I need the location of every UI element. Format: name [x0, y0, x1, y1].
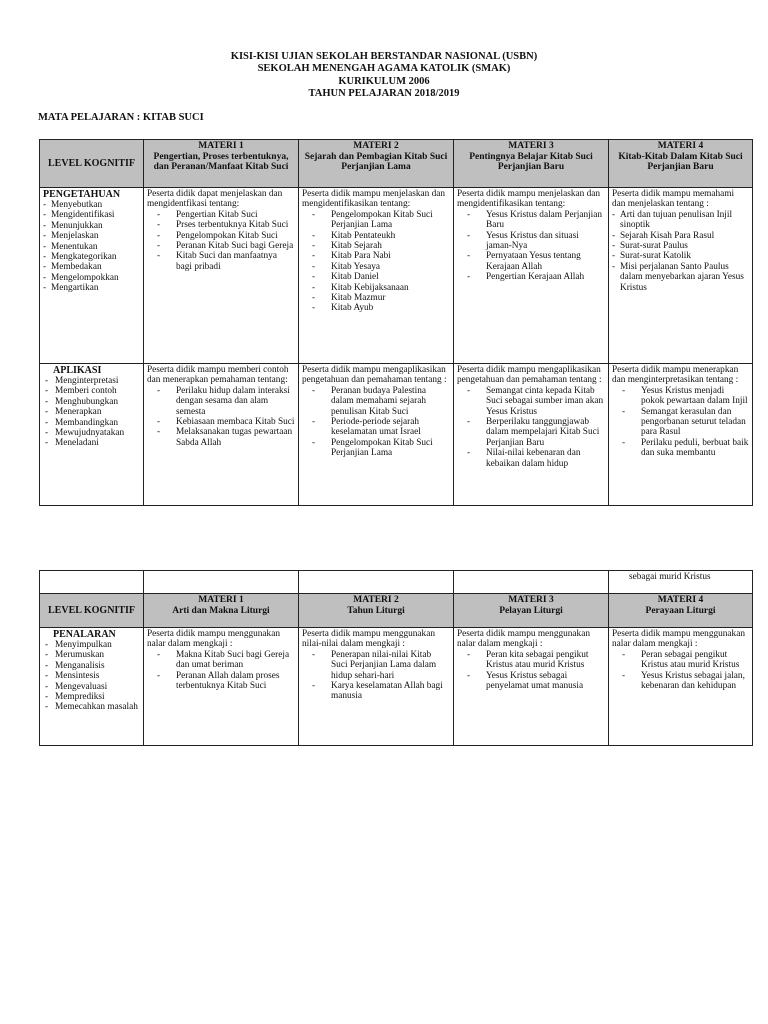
level-header-cell: LEVEL KOGNITIF	[40, 594, 144, 628]
materi-title: Pengertian, Proses terbentuknya, dan Peranan/Manfaat Kitab Suci	[153, 151, 289, 173]
cell-aplikasi-m1	[144, 364, 299, 506]
cell-intro-text: Peserta didik mampu menerapkan dan menginterpretasikan tentang :	[612, 365, 739, 386]
cell-intro-text: Peserta didik mampu menjelaskan dan mengidentifikasikan tentang:	[302, 189, 446, 210]
materi-title: Pelayan Liturgi	[499, 605, 563, 616]
cell-intro-text: Peserta didik mampu memahami dan menjelaskan tentang :	[612, 189, 735, 210]
cell-aplikasi-m3	[454, 364, 609, 506]
cell-pengetahuan-m3	[454, 188, 609, 364]
cell-intro-text: Peserta didik dapat menjelaskan dan mengidentfikasi tentang:	[147, 189, 283, 210]
list-item: - Berperilaku tanggungjawab dalam mempelajari Kitab Suci Perjanjian Baru	[465, 417, 605, 448]
list-item: - Pengertian Kerajaan Allah	[465, 272, 605, 282]
materi-title: Kitab-Kitab Dalam Kitab Suci Perjanjian Baru	[618, 151, 743, 173]
level-cell-penalaran	[40, 628, 144, 746]
list-item: - Yesus Kristus dan situasi jaman-Nya	[465, 231, 605, 252]
materi-label: MATERI 3	[508, 595, 554, 605]
materi-label: MATERI 3	[508, 141, 554, 151]
table-row-pengetahuan	[40, 188, 753, 364]
materi-4-header	[609, 140, 753, 188]
list-item: - Pengelompokan Kitab Suci Perjanjian Lama	[310, 438, 450, 459]
level-cell-pengetahuan	[40, 188, 144, 364]
list-item: - Mengartikan	[43, 283, 140, 293]
list-item: - Yesus Kristus sebagai penyelamat umat manusia	[465, 671, 605, 692]
list-item: - Makna Kitab Suci bagi Gereja dan umat beriman	[155, 650, 295, 671]
materi-title: Sejarah dan Pembagian Kitab Suci Perjanjian Lama	[304, 151, 448, 173]
materi-4-header	[609, 594, 753, 628]
cell-intro-text: Peserta didik mampu menggunakan nalar dalam mengkaji :	[147, 629, 280, 650]
list-item: - Semangat kerasulan dan pengorbanan seturut teladan para Rasul	[620, 407, 749, 438]
grid-table-2	[39, 570, 753, 746]
level-cell-aplikasi	[40, 364, 144, 506]
list-item: - Kitab Sejarah	[310, 241, 450, 251]
list-item: - Membedakan	[43, 262, 140, 272]
materi-label: MATERI 1	[198, 595, 244, 605]
materi-label: MATERI 1	[198, 141, 244, 151]
list-item: - Menentukan	[43, 242, 140, 252]
list-item: - Nilai-nilai kebenaran dan kebaikan dalam hidup	[465, 448, 605, 469]
list-item: - Mengidentifikasi	[43, 210, 140, 220]
list-item: - Misi perjalanan Santo Paulus dalam menyebarkan ajaran Yesus Kristus	[612, 262, 749, 293]
list-item: - Menunjukkan	[43, 221, 140, 231]
list-item: - Peranan Kitab Suci bagi Gereja	[155, 241, 295, 251]
list-item: - Sejarah Kisah Para Rasul	[612, 231, 749, 241]
cell-pengetahuan-m2	[299, 188, 454, 364]
document-header	[0, 51, 768, 101]
continuation-text: sebagai murid Kristus	[609, 571, 753, 594]
materi-title: Tahun Liturgi	[347, 605, 405, 616]
cell-penalaran-m1	[144, 628, 299, 746]
cell-intro-text: Peserta didik mampu menggunakan nalar dalam mengkaji :	[457, 629, 590, 650]
list-item: - Mensintesis	[43, 671, 140, 681]
materi-1-header	[144, 140, 299, 188]
list-item: - Kitab Pentateukh	[310, 231, 450, 241]
list-item: - Penerapan nilai-nilai Kitab Suci Perjanjian Lama dalam hidup sehari-hari	[310, 650, 450, 681]
cell-intro-text: Peserta didik mampu mengaplikasikan pengetahuan dan pemahaman tentang :	[457, 365, 602, 386]
list-item: - Yesus Kristus menjadi pokok pewartaan dalam Injil	[620, 386, 749, 407]
list-item: - Menganalisis	[43, 661, 140, 671]
table-header-row	[40, 594, 753, 628]
list-item: - Arti dan tujuan penulisan Injil sinoptik	[612, 210, 749, 231]
table-row-aplikasi	[40, 364, 753, 506]
level-title: PENGETAHUAN	[43, 189, 121, 200]
cell-aplikasi-m2	[299, 364, 454, 506]
continuation-row	[40, 571, 753, 594]
materi-label: MATERI 2	[353, 595, 399, 605]
list-item: - Mengevaluasi	[43, 682, 140, 692]
materi-3-header	[454, 594, 609, 628]
list-item: - Merumuskan	[43, 650, 140, 660]
cell-pengetahuan-m1	[144, 188, 299, 364]
cell-intro-text: Peserta didik mampu menggunakan nilai-nilai dalam mengkaji :	[302, 629, 435, 650]
list-item: - Kitab Mazmur	[310, 293, 450, 303]
materi-title: Arti dan Makna Liturgi	[172, 605, 270, 616]
list-item: - Prses terbentuknya Kitab Suci	[155, 220, 295, 230]
materi-label: MATERI 2	[353, 141, 399, 151]
grid-table-1	[39, 139, 753, 506]
list-item: - Peran kita sebagai pengikut Kristus atau murid Kristus	[465, 650, 605, 671]
list-item: - Perilaku peduli, berbuat baik dan suka membantu	[620, 438, 749, 459]
list-item: - Peranan Allah dalam proses terbentuknya Kitab Suci	[155, 671, 295, 692]
list-item: - Peran sebagai pengikut Kristus atau murid Kristus	[620, 650, 749, 671]
materi-2-header	[299, 594, 454, 628]
materi-label: MATERI 4	[657, 595, 704, 605]
header-line-2: SEKOLAH MENENGAH AGAMA KATOLIK (SMAK)	[257, 63, 511, 75]
list-item: - Melaksanakan tugas pewartaan Sabda Allah	[155, 427, 295, 448]
level-title: PENALARAN	[53, 629, 116, 640]
list-item: - Memecahkan masalah	[43, 702, 140, 712]
level-header-cell: LEVEL KOGNITIF	[40, 140, 144, 188]
cell-penalaran-m4	[609, 628, 753, 746]
list-item: - Menjelaskan	[43, 231, 140, 241]
list-item: - Semangat cinta kepada Kitab Suci sebagai sumber iman akan Yesus Kristus	[465, 386, 605, 417]
list-item: - Menginterpretasi	[43, 376, 140, 386]
list-item: - Surat-surat Paulus	[612, 241, 749, 251]
header-line-3: KURIKULUM 2006	[338, 75, 430, 87]
level-title: APLIKASI	[53, 365, 102, 376]
list-item: - Kitab Kebijaksanaan	[310, 283, 450, 293]
cell-aplikasi-m4	[609, 364, 753, 506]
cell-intro-text: Peserta didik mampu menjelaskan dan mengidentifikasikan tentang:	[457, 189, 601, 210]
materi-label: MATERI 4	[657, 141, 704, 151]
list-item: - Pengelompokan Kitab Suci Perjanjian Lama	[310, 210, 450, 231]
materi-title: Perayaan Liturgi	[645, 605, 716, 616]
list-item: - Pengelompokan Kitab Suci	[155, 231, 295, 241]
list-item: - Perilaku hidup dalam interaksi dengan sesama dan alam semesta	[155, 386, 295, 417]
materi-1-header	[144, 594, 299, 628]
cell-intro-text: Peserta didik mampu memberi contoh dan menerapkan pemahaman tentang:	[147, 365, 289, 386]
cell-intro-text: Peserta didik mampu menggunakan nalar dalam mengkaji :	[612, 629, 745, 650]
list-item: - Pernyataan Yesus tentang Kerajaan Allah	[465, 251, 605, 272]
subject-title: MATA PELAJARAN : KITAB SUCI	[38, 112, 204, 123]
list-item: - Yesus Kristus sebagai jalan, kebenaran dan kehidupan	[620, 671, 749, 692]
list-item: - Surat-surat Katolik	[612, 251, 749, 261]
table-header-row	[40, 140, 753, 188]
list-item: - Memberi contoh	[43, 386, 140, 396]
list-item: - Yesus Kristus dalam Perjanjian Baru	[465, 210, 605, 231]
list-item: - Menghubungkan	[43, 397, 140, 407]
header-line-1: KISI-KISI UJIAN SEKOLAH BERSTANDAR NASIONAL (USBN)	[230, 51, 538, 62]
list-item: - Menerapkan	[43, 407, 140, 417]
header-line-4: TAHUN PELAJARAN 2018/2019	[308, 88, 460, 100]
list-item: - Menyebutkan	[43, 200, 140, 210]
materi-title: Pentingnya Belajar Kitab Suci Perjanjian Baru	[469, 151, 593, 173]
list-item: - Peranan budaya Palestina dalam memahami sejarah penulisan Kitab Suci	[310, 386, 450, 417]
list-item: - Kitab Para Nabi	[310, 251, 450, 261]
list-item: - Kitab Ayub	[310, 303, 450, 313]
list-item: - Menyimpulkan	[43, 640, 140, 650]
materi-3-header	[454, 140, 609, 188]
list-item: - Mewujudnyatakan	[43, 428, 140, 438]
list-item: - Meneladani	[43, 438, 140, 448]
list-item: - Periode-periode sejarah keselamatan umat Israel	[310, 417, 450, 438]
table-row-penalaran	[40, 628, 753, 746]
list-item: - Memprediksi	[43, 692, 140, 702]
list-item: - Membandingkan	[43, 418, 140, 428]
list-item: - Kitab Suci dan manfaatnya bagi pribadi	[155, 251, 295, 272]
cell-pengetahuan-m4	[609, 188, 753, 364]
cell-penalaran-m2	[299, 628, 454, 746]
list-item: - Mengkategorikan	[43, 252, 140, 262]
list-item: - Pengertian Kitab Suci	[155, 210, 295, 220]
list-item: - Karya keselamatan Allah bagi manusia	[310, 681, 450, 702]
list-item: - Kitab Yesaya	[310, 262, 450, 272]
list-item: - Kitab Daniel	[310, 272, 450, 282]
cell-intro-text: Peserta didik mampu mengaplikasikan pengetahuan dan pemahaman tentang :	[302, 365, 447, 386]
cell-penalaran-m3	[454, 628, 609, 746]
materi-2-header	[299, 140, 454, 188]
list-item: - Mengelompokkan	[43, 273, 140, 283]
list-item: - Kebiasaan membaca Kitab Suci	[155, 417, 295, 427]
